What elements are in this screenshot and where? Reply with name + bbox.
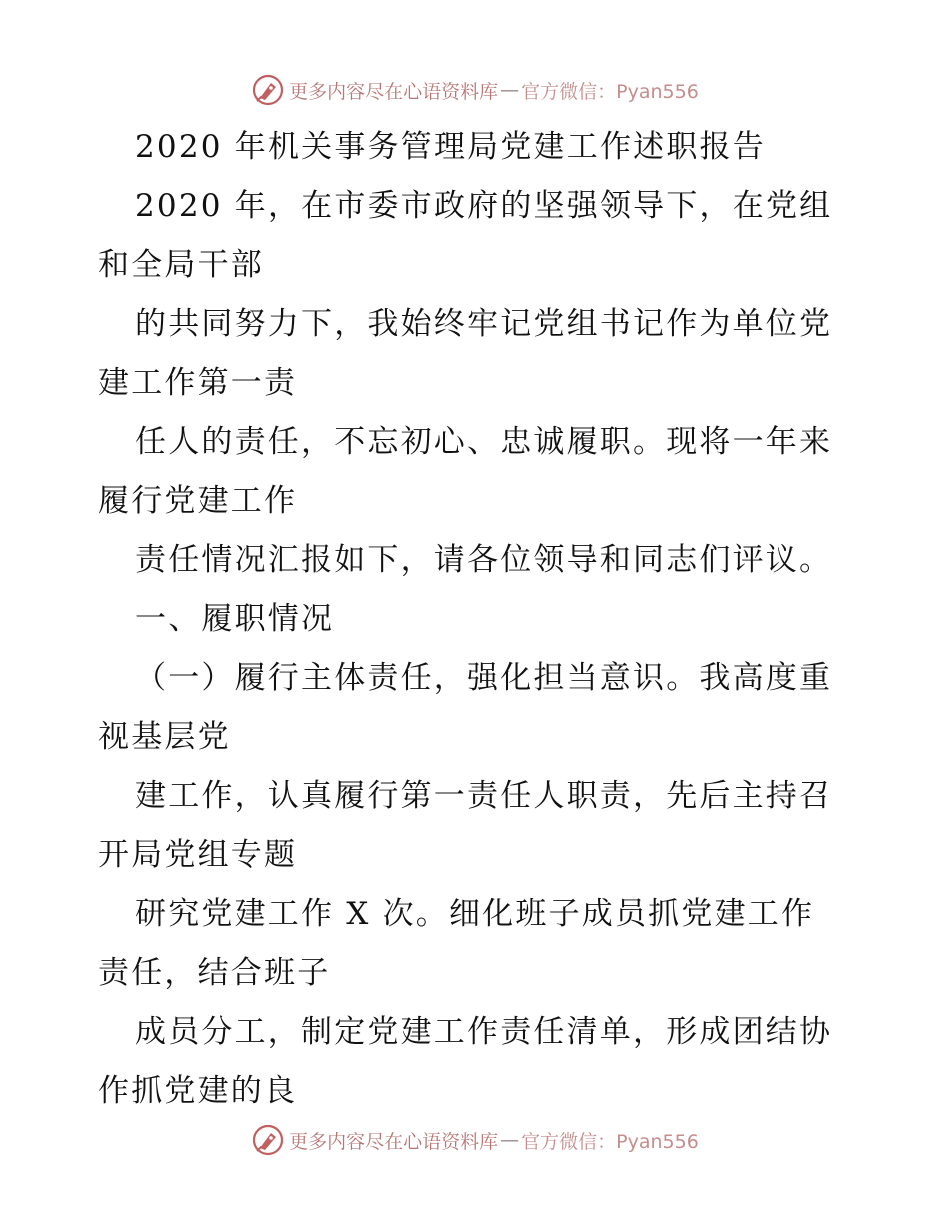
paragraph-line: 建工作第一责 <box>98 365 298 401</box>
paragraph-line: 研究党建工作 X 次。细化班子成员抓党建工作 <box>135 896 815 932</box>
header-watermark <box>0 70 950 110</box>
watermark-wechat-text: 官方微信：Pyan556 <box>521 80 699 103</box>
paragraph-line: 作抓党建的良 <box>98 1073 298 1109</box>
section-heading: 一、履职情况 <box>135 601 335 637</box>
paragraph-line: 的共同努力下，我始终牢记党组书记作为单位党 <box>135 306 833 342</box>
paragraph-line: 建工作，认真履行第一责任人职责，先后主持召 <box>135 778 833 814</box>
paragraph-line: 2020 年，在市委市政府的坚强领导下，在党组 <box>135 188 833 224</box>
paragraph-line: 成员分工，制定党建工作责任清单，形成团结协 <box>135 1014 833 1050</box>
watermark-wechat-text: 官方微信：Pyan556 <box>521 1130 699 1153</box>
document-body <box>98 118 858 1121</box>
pen-nib-logo-icon <box>251 1123 285 1157</box>
paragraph-line: 任人的责任，不忘初心、忠诚履职。现将一年来 <box>135 424 833 460</box>
paragraph-line: 开局党组专题 <box>98 837 298 873</box>
pen-nib-logo-icon <box>251 73 285 107</box>
document-title: 2020 年机关事务管理局党建工作述职报告 <box>135 129 766 165</box>
paragraph-line: 责任情况汇报如下，请各位领导和同志们评议。 <box>135 542 833 578</box>
paragraph-line: （一）履行主体责任，强化担当意识。我高度重 <box>135 660 833 696</box>
watermark-main-text: 更多内容尽在心语资料库 <box>289 80 499 103</box>
paragraph-line: 和全局干部 <box>98 247 264 283</box>
watermark-separator: — <box>500 1129 520 1151</box>
paragraph-line: 履行党建工作 <box>98 483 298 519</box>
paragraph-line: 责任，结合班子 <box>98 955 331 991</box>
watermark-main-text: 更多内容尽在心语资料库 <box>289 1130 499 1153</box>
watermark-separator: — <box>500 79 520 101</box>
footer-watermark <box>0 1120 950 1160</box>
paragraph-line: 视基层党 <box>98 719 231 755</box>
